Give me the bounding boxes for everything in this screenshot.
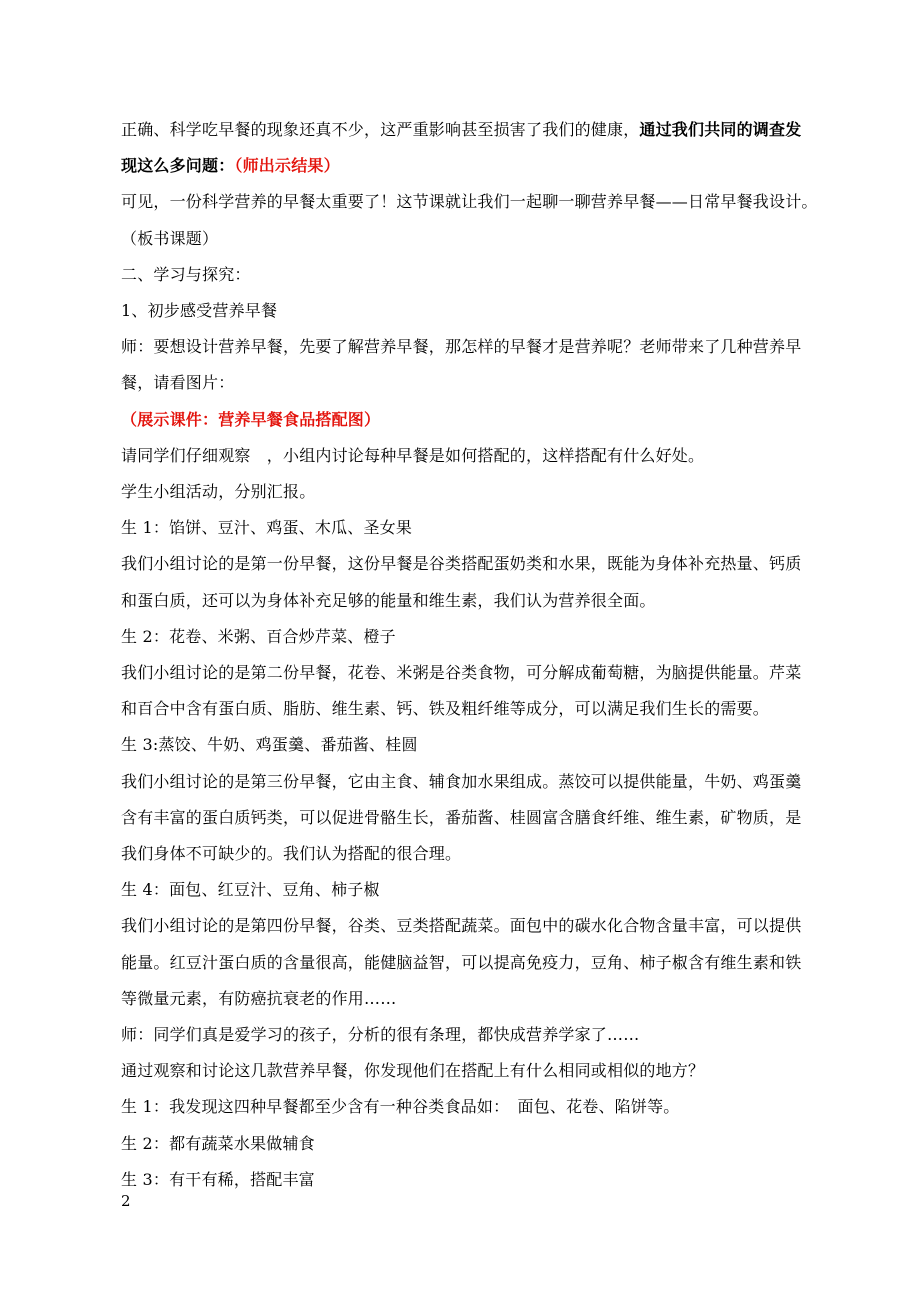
text-line: [121, 554, 801, 574]
text-line: [121, 844, 461, 864]
text-line: [121, 446, 704, 466]
body-text: 我们小组讨论的是第二份早餐，花卷、米粥是谷类食物，可分解成葡萄糖，为脑提供能量。芹菜: [121, 663, 802, 682]
text-line: [121, 663, 801, 683]
body-text: 生 4：面包、红豆汁、豆角、柿子椒: [121, 880, 380, 900]
body-text: 我们身体不可缺少的。我们认为搭配的很合理。: [121, 844, 462, 863]
text-line: [121, 373, 234, 393]
text-line: [121, 735, 418, 755]
text-line: [121, 808, 801, 828]
body-text: 通过观察和讨论这几款营养早餐，你发现他们在搭配上有什么相同或相似的地方？: [121, 1061, 705, 1081]
body-text: 能量。红豆汁蛋白质的含量很高，能健脑益智，可以提高免疫力，豆角、柿子椒含有维生素和铁: [121, 952, 802, 972]
text-line: [121, 916, 801, 936]
text-line: [121, 772, 801, 792]
text-line: [121, 337, 801, 357]
body-text: 和百合中含有蛋白质、脂肪、维生素、钙、铁及粗纤维等成分，可以满足我们生长的需要。: [121, 699, 770, 719]
body-text: 生 3：有干有稀，搭配丰富: [121, 1169, 315, 1189]
body-text: 生 1：我发现这四种早餐都至少含有一种谷类食品如： 面包、花卷、陷饼等。: [121, 1097, 680, 1117]
bold-text: 现这么多问题：: [121, 156, 235, 176]
body-text: 二、学习与探究：: [121, 264, 251, 284]
body-text: 学生小组活动，分别汇报。: [121, 482, 316, 501]
body-text: 生 1：馅饼、豆汁、鸡蛋、木瓜、圣女果: [121, 518, 413, 538]
body-text: 正确、科学吃早餐的现象还真不少，这严重影响甚至损害了我们的健康，: [121, 120, 640, 139]
body-text: 我们小组讨论的是第一份早餐，这份早餐是谷类搭配蛋奶类和水果，既能为身体补充热量、钙质: [121, 554, 802, 574]
text-line: [121, 627, 396, 647]
text-line: [121, 1061, 704, 1081]
text-line: [121, 591, 656, 611]
body-text: 和蛋白质，还可以为身体补充足够的能量和维生素，我们认为营养很全面。: [121, 590, 656, 610]
body-text: 餐，请看图片：: [121, 373, 235, 393]
highlight-text: （展示课件：营养早餐食品搭配图）: [121, 409, 381, 429]
body-text: 可见，一份科学营养的早餐太重要了！这节课就让我们一起聊一聊营养早餐——日常早餐我设计。: [121, 192, 818, 212]
text-line: [121, 156, 340, 176]
body-text: 含有丰富的蛋白质钙类，可以促进骨骼生长，番茄酱、桂圆富含膳食纤维、维生素，矿物质，是: [121, 807, 802, 827]
body-text: 我们小组讨论的是第三份早餐，它由主食、辅食加水果组成。蒸饺可以提供能量，牛奶、鸡蛋羹: [121, 771, 802, 791]
text-line: [121, 989, 396, 1009]
body-text: 我们小组讨论的是第四份早餐，谷类、豆类搭配蔬菜。面包中的碳水化合物含量丰富，可以提供: [121, 916, 802, 936]
body-text: 生 2：都有蔬菜水果做辅食: [121, 1133, 315, 1153]
body-text: 生 3:蒸饺、牛奶、鸡蛋羹、番茄酱、桂圆: [121, 735, 418, 755]
text-line: [121, 301, 277, 321]
bold-text: 通过我们共同的调查发: [639, 120, 802, 139]
text-line: [121, 1170, 315, 1190]
text-line: [121, 953, 801, 973]
body-text: 生 2：花卷、米粥、百合炒芹菜、橙子: [121, 626, 396, 646]
text-line: [121, 1134, 315, 1154]
text-line: [121, 1025, 639, 1045]
text-line: [121, 518, 412, 538]
text-line: [121, 410, 380, 430]
text-line: [121, 699, 769, 719]
text-line: [121, 192, 818, 212]
text-line: [121, 229, 218, 249]
text-line: [121, 120, 801, 140]
highlight-text: （师出示结果）: [234, 156, 340, 176]
text-line: [121, 880, 380, 900]
text-line: [121, 265, 251, 285]
body-text: 请同学们仔细观察 ，小组内讨论每种早餐是如何搭配的，这样搭配有什么好处。: [121, 445, 705, 465]
page-number: 2: [121, 1192, 131, 1210]
body-text: 师：同学们真是爱学习的孩子，分析的很有条理，都快成营养学家了……: [121, 1025, 640, 1044]
text-line: [121, 1097, 679, 1117]
body-text: （板书课题）: [121, 228, 219, 248]
text-line: [121, 482, 315, 502]
body-text: 师：要想设计营养早餐，先要了解营养早餐，那怎样的早餐才是营养呢？老师带来了几种营养早: [121, 337, 802, 357]
body-text: 1、初步感受营养早餐: [121, 301, 278, 320]
body-text: 等微量元素，有防癌抗衰老的作用……: [121, 988, 397, 1008]
